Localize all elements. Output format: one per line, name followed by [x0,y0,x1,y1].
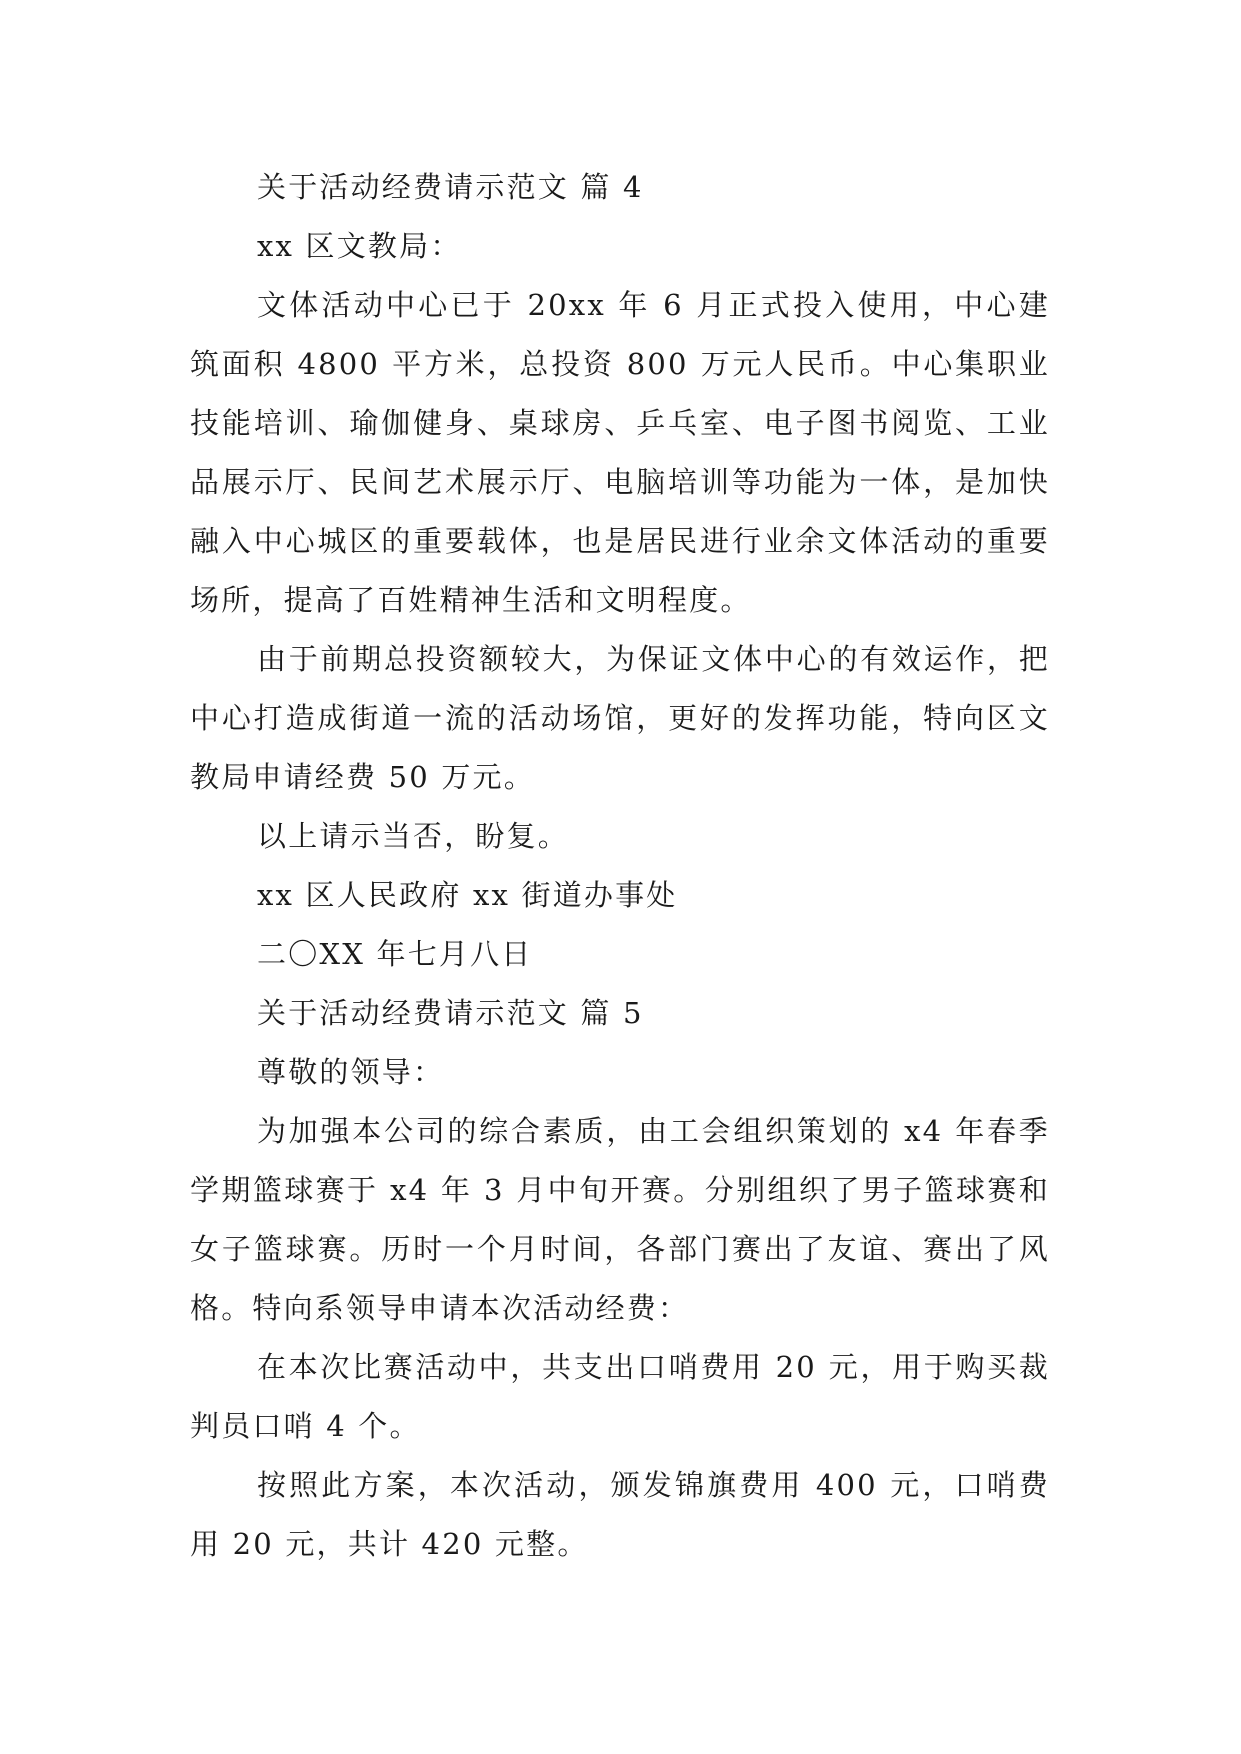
signature-date: 二〇XX 年七月八日 [257,937,533,971]
salutation-line: 尊敬的领导： [257,1055,445,1089]
body-paragraph: 为加强本公司的综合素质，由工会组织策划的 x4 年春季学期篮球赛于 x4 年 3 月中旬开赛。分别组织了男子篮球赛和女子篮球赛。历时一个月时间，各部门赛出了友谊、赛出了风格。特向系领导申请本次活动经费： [190,1114,1050,1325]
signature-organization: xx 区人民政府 xx 街道办事处 [257,878,678,912]
body-paragraph: 按照此方案，本次活动，颁发锦旗费用 400 元，口哨费用 20 元，共计 420 元整。 [190,1468,1050,1561]
addressee-line: xx 区文教局： [257,229,462,263]
section-heading-5: 关于活动经费请示范文 篇 5 [257,996,644,1030]
body-paragraph: 在本次比赛活动中，共支出口哨费用 20 元，用于购买裁判员口哨 4 个。 [190,1350,1050,1443]
body-paragraph: 由于前期总投资额较大，为保证文体中心的有效运作，把中心打造成街道一流的活动场馆，更好的发挥功能，特向区文教局申请经费 50 万元。 [190,642,1050,794]
body-paragraph: 文体活动中心已于 20xx 年 6 月正式投入使用，中心建筑面积 4800 平方米，总投资 800 万元人民币。中心集职业技能培训、瑜伽健身、桌球房、乒乓室、电子图书阅览、工业品展示厅、民间艺术展示厅、电脑培训等功能为一体，是加快融入中心城区的重要载体，也是居民进行业余文体活动的重要场所，提高了百姓精神生活和文明程度。 [190,288,1050,617]
document-body [190,158,1050,1574]
section-heading-4: 关于活动经费请示范文 篇 4 [257,170,644,204]
closing-line: 以上请示当否，盼复。 [257,819,570,853]
